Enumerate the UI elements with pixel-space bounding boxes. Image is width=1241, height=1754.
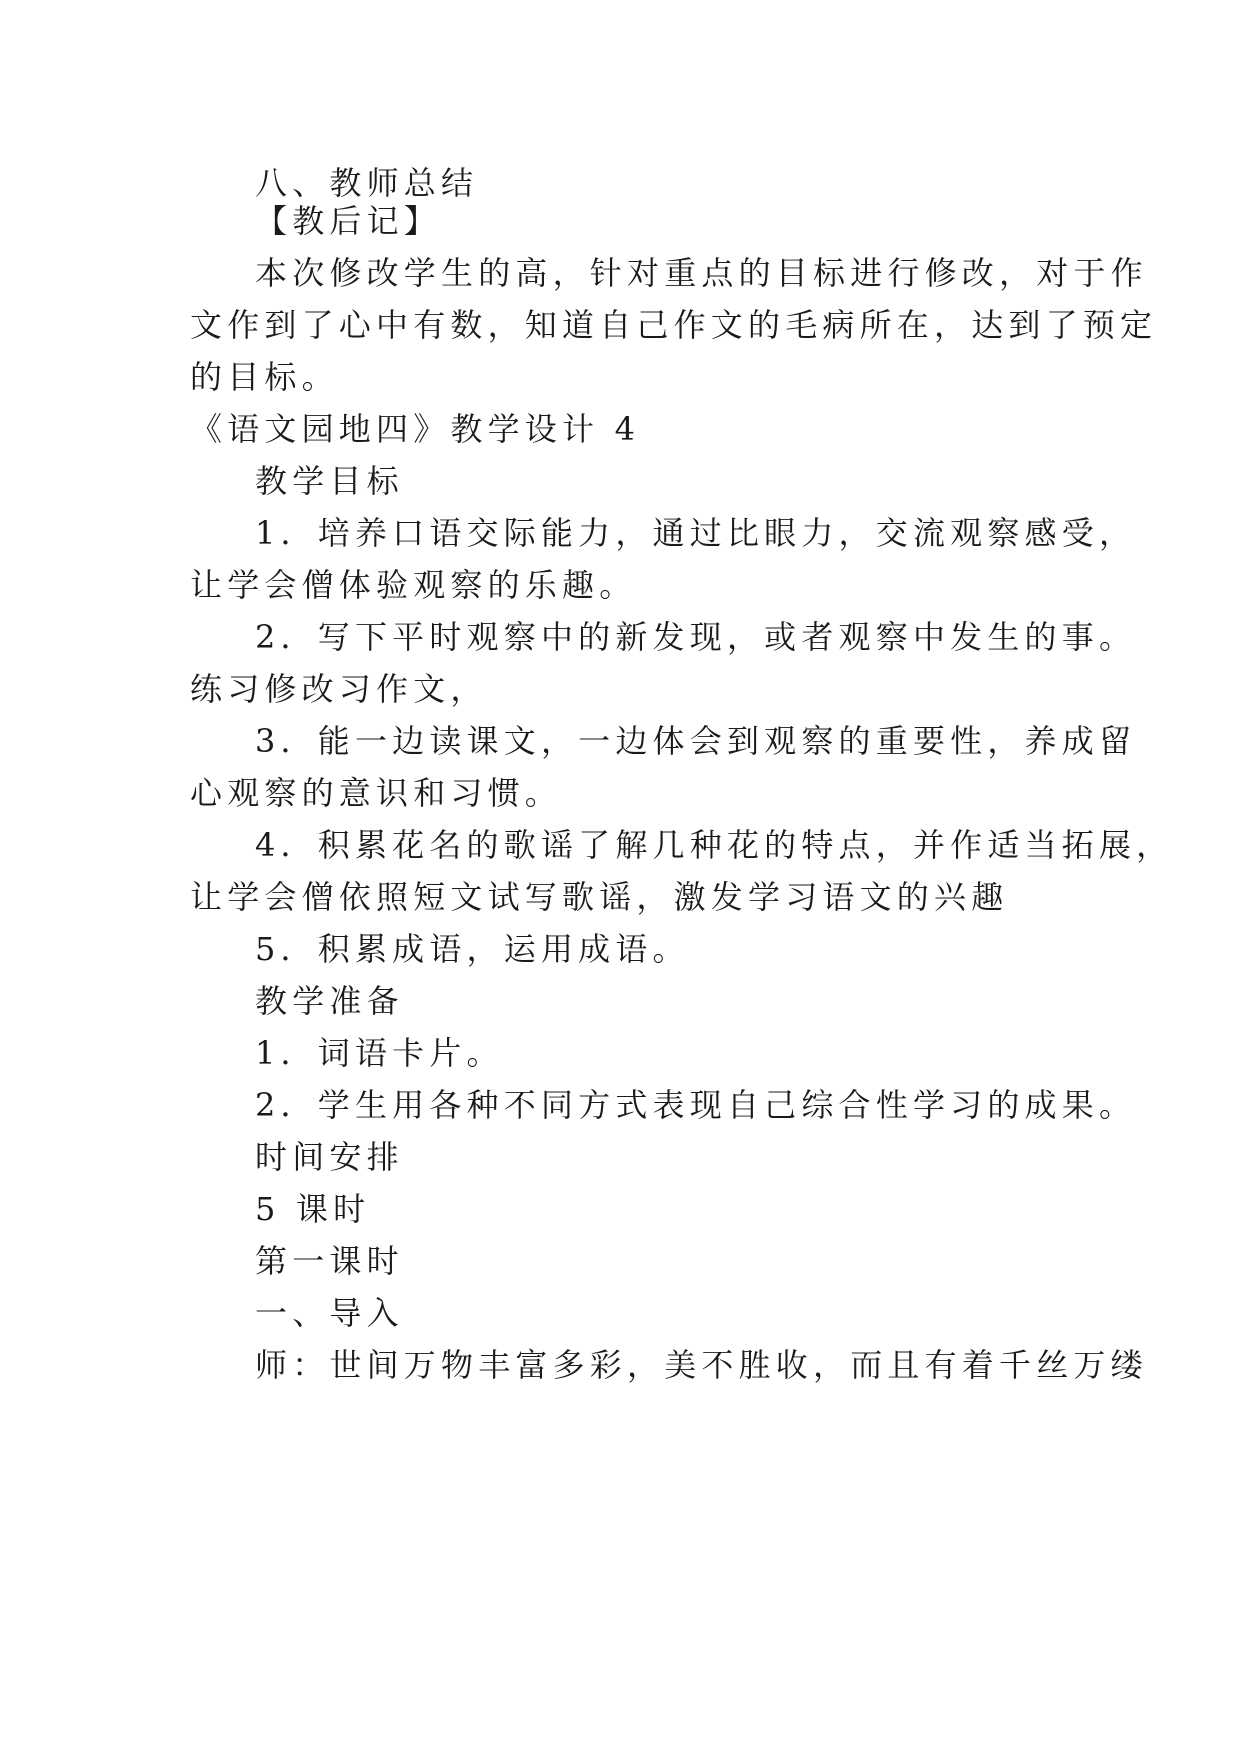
list-item-goal-3-continued: 心观察的意识和习惯。 — [190, 774, 563, 812]
section-heading-introduction: 一、导入 — [255, 1294, 404, 1332]
list-item-preparation-2: 2．学生用各种不同方式表现自己综合性学习的成果。 — [255, 1086, 1137, 1124]
section-heading-first-lesson: 第一课时 — [255, 1242, 404, 1280]
section-heading-teaching-goals: 教学目标 — [255, 462, 404, 500]
paragraph-line: 师：世间万物丰富多彩，美不胜收，而且有着千丝万缕 — [255, 1346, 1148, 1384]
list-item-goal-1-continued: 让学会僧体验观察的乐趣。 — [190, 566, 637, 604]
section-heading-teacher-summary: 八、教师总结 — [255, 164, 479, 202]
list-item-goal-4-continued: 让学会僧依照短文试写歌谣，激发学习语文的兴趣 — [190, 878, 1009, 916]
section-heading-time-arrangement: 时间安排 — [255, 1138, 404, 1176]
list-item-goal-1: 1．培养口语交际能力，通过比眼力，交流观察感受， — [255, 514, 1137, 552]
list-item-goal-5: 5．积累成语，运用成语。 — [255, 930, 690, 968]
list-item-goal-2-continued: 练习修改习作文， — [190, 670, 488, 708]
paragraph-line: 的目标。 — [190, 358, 339, 396]
section-heading-teaching-preparation: 教学准备 — [255, 982, 404, 1020]
paragraph-line: 文作到了心中有数，知道自己作文的毛病所在，达到了预定 — [190, 306, 1158, 344]
time-arrangement-value: 5 课时 — [255, 1190, 371, 1228]
list-item-preparation-1: 1．词语卡片。 — [255, 1034, 504, 1072]
list-item-goal-4: 4．积累花名的歌谣了解几种花的特点，并作适当拓展， — [255, 826, 1174, 864]
paragraph-line: 本次修改学生的高，针对重点的目标进行修改，对于作 — [255, 254, 1148, 292]
list-item-goal-2: 2．写下平时观察中的新发现，或者观察中发生的事。 — [255, 618, 1137, 656]
list-item-goal-3: 3．能一边读课文，一边体会到观察的重要性，养成留 — [255, 722, 1137, 760]
document-title: 《语文园地四》教学设计 4 — [190, 410, 641, 448]
section-heading-post-lesson-notes: 【教后记】 — [255, 202, 442, 240]
